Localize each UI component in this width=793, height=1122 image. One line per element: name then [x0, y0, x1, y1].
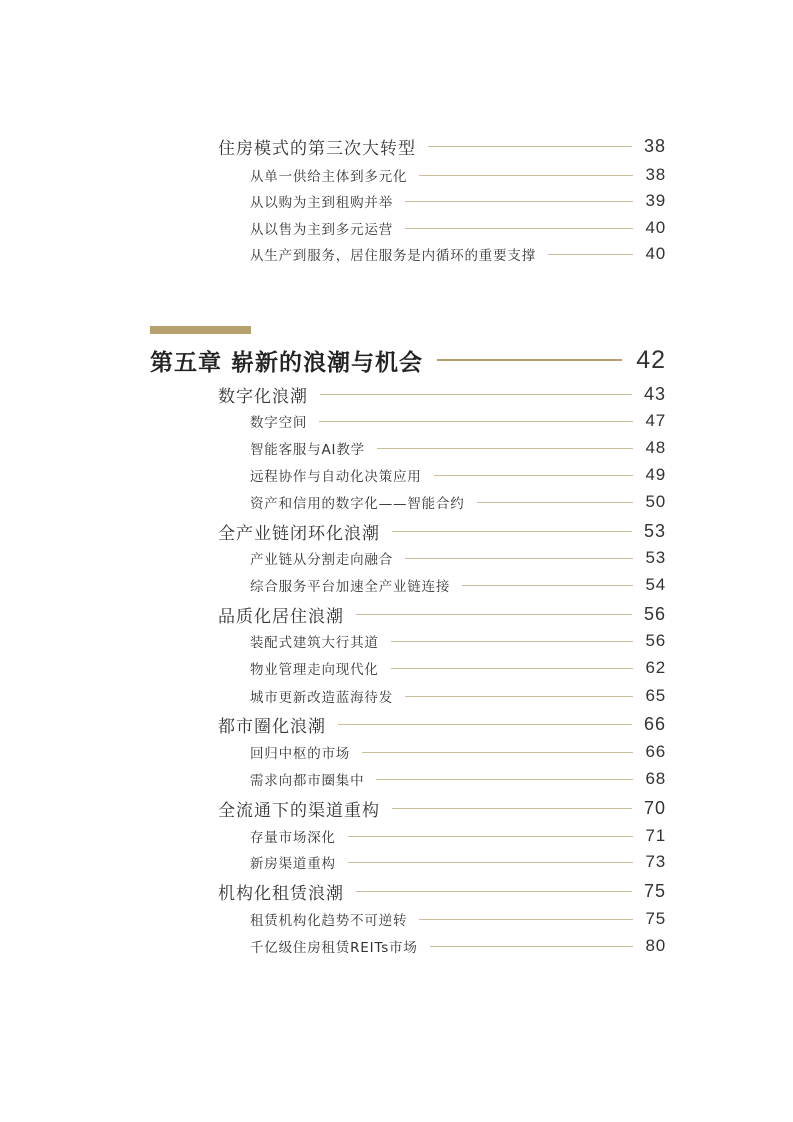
- toc-item-row[interactable]: [250, 216, 666, 240]
- leader-line: [348, 836, 634, 837]
- toc-section-title: 全产业链闭环化浪潮: [218, 523, 380, 544]
- leader-line: [338, 724, 632, 725]
- toc-item-row[interactable]: [250, 907, 666, 931]
- toc-page-number: 53: [645, 548, 666, 567]
- toc-item-row[interactable]: [250, 490, 666, 514]
- leader-line: [405, 558, 633, 559]
- toc-item-row[interactable]: [250, 740, 666, 764]
- toc-section-title: 都市圈化浪潮: [218, 716, 326, 737]
- toc-item-title: 产业链从分割走向融合: [250, 552, 393, 568]
- leader-line: [319, 421, 633, 422]
- toc-page-number: 66: [643, 713, 666, 734]
- toc-page-number: 49: [645, 465, 666, 484]
- leader-line: [391, 668, 634, 669]
- chapter-accent-bar: [150, 326, 251, 334]
- toc-item-title: 从以购为主到租购并举: [250, 195, 393, 211]
- toc-item-row[interactable]: [250, 656, 666, 680]
- toc-item-title: 装配式建筑大行其道: [250, 635, 379, 651]
- toc-page-number: 54: [645, 575, 666, 594]
- leader-line: [437, 359, 622, 361]
- leader-line: [405, 201, 633, 202]
- toc-item-title: 资产和信用的数字化——智能合约: [250, 496, 465, 512]
- toc-item-row[interactable]: [250, 824, 666, 848]
- toc-item-title: 物业管理走向现代化: [250, 662, 379, 678]
- toc-item-title: 智能客服与AI教学: [250, 442, 365, 458]
- toc-page-number: 43: [643, 383, 666, 404]
- toc-page-number: 75: [643, 880, 666, 901]
- toc-item-row[interactable]: [250, 684, 666, 708]
- toc-section-row[interactable]: [218, 381, 666, 407]
- toc-page-number: 38: [645, 165, 666, 184]
- leader-line: [430, 946, 634, 947]
- leader-line: [377, 448, 634, 449]
- toc-page-number: 75: [645, 909, 666, 928]
- leader-line: [419, 919, 633, 920]
- toc-section-row[interactable]: [218, 711, 666, 737]
- toc-item-row[interactable]: [250, 189, 666, 213]
- toc-chapter-row[interactable]: [150, 343, 666, 377]
- toc-page-number: 38: [643, 135, 666, 156]
- leader-line: [356, 614, 632, 615]
- toc-section-row[interactable]: [218, 795, 666, 821]
- toc-page-number: 56: [645, 631, 666, 650]
- toc-page-number: 47: [645, 411, 666, 430]
- toc-item-title: 存量市场深化: [250, 830, 336, 846]
- toc-item-row[interactable]: [250, 573, 666, 597]
- toc-section-row[interactable]: [218, 601, 666, 627]
- toc-page-number: 73: [645, 852, 666, 871]
- toc-page-number: 53: [643, 520, 666, 541]
- toc-section-title: 全流通下的渠道重构: [218, 800, 380, 821]
- leader-line: [419, 175, 633, 176]
- toc-item-row[interactable]: [250, 436, 666, 460]
- leader-line: [376, 779, 633, 780]
- toc-page-number: 71: [645, 826, 666, 845]
- leader-line: [405, 696, 633, 697]
- toc-section-row[interactable]: [218, 518, 666, 544]
- toc-page-number: 56: [643, 603, 666, 624]
- toc-page-number: 62: [645, 658, 666, 677]
- toc-item-row[interactable]: [250, 934, 666, 958]
- leader-line: [392, 808, 632, 809]
- leader-line: [548, 254, 633, 255]
- toc-page-number: 40: [645, 244, 666, 263]
- chapter-title: 第五章 崭新的浪潮与机会: [150, 349, 424, 376]
- toc-item-title: 从单一供给主体到多元化: [250, 169, 408, 185]
- toc-section-title: 住房模式的第三次大转型: [218, 138, 416, 159]
- toc-item-row[interactable]: [250, 629, 666, 653]
- leader-line: [434, 475, 634, 476]
- toc-item-row[interactable]: [250, 463, 666, 487]
- toc-section-title: 品质化居住浪潮: [218, 606, 344, 627]
- toc-item-row[interactable]: [250, 163, 666, 187]
- toc-section-row[interactable]: [218, 878, 666, 904]
- toc-item-title: 城市更新改造蓝海待发: [250, 690, 393, 706]
- toc-item-row[interactable]: [250, 409, 666, 433]
- leader-line: [462, 585, 633, 586]
- toc-item-title: 新房渠道重构: [250, 856, 336, 872]
- leader-line: [477, 502, 634, 503]
- toc-item-row[interactable]: [250, 242, 666, 266]
- toc-section-title: 数字化浪潮: [218, 386, 308, 407]
- toc-item-title: 回归中枢的市场: [250, 746, 351, 762]
- toc-section-title: 机构化租赁浪潮: [218, 883, 344, 904]
- toc-item-row[interactable]: [250, 546, 666, 570]
- leader-line: [320, 394, 632, 395]
- toc-page-number: 50: [645, 492, 666, 511]
- leader-line: [348, 862, 634, 863]
- toc-page-number: 48: [645, 438, 666, 457]
- toc-item-title: 综合服务平台加速全产业链连接: [250, 579, 451, 595]
- toc-item-title: 从生产到服务，居住服务是内循环的重要支撑: [250, 248, 536, 264]
- toc-item-row[interactable]: [250, 767, 666, 791]
- toc-page-number: 68: [645, 769, 666, 788]
- toc-item-title: 从以售为主到多元运营: [250, 222, 393, 238]
- toc-item-row[interactable]: [250, 850, 666, 874]
- toc-item-title: 千亿级住房租赁REITs市场: [250, 940, 418, 956]
- toc-page-number: 80: [645, 936, 666, 955]
- toc-page-number: 66: [645, 742, 666, 761]
- toc-page-number: 40: [645, 218, 666, 237]
- leader-line: [428, 146, 632, 147]
- toc-page-number: 39: [645, 191, 666, 210]
- toc-page-number: 65: [645, 686, 666, 705]
- leader-line: [362, 752, 633, 753]
- toc-section-row[interactable]: [218, 133, 666, 159]
- leader-line: [356, 891, 632, 892]
- chapter-page-number: 42: [636, 345, 666, 374]
- toc-page-number: 70: [643, 797, 666, 818]
- leader-line: [405, 228, 633, 229]
- leader-line: [391, 641, 634, 642]
- toc-item-title: 需求向都市圈集中: [250, 773, 365, 789]
- toc-item-title: 数字空间: [250, 415, 308, 431]
- toc-item-title: 租赁机构化趋势不可逆转: [250, 913, 408, 929]
- leader-line: [392, 531, 632, 532]
- toc-item-title: 远程协作与自动化决策应用: [250, 469, 422, 485]
